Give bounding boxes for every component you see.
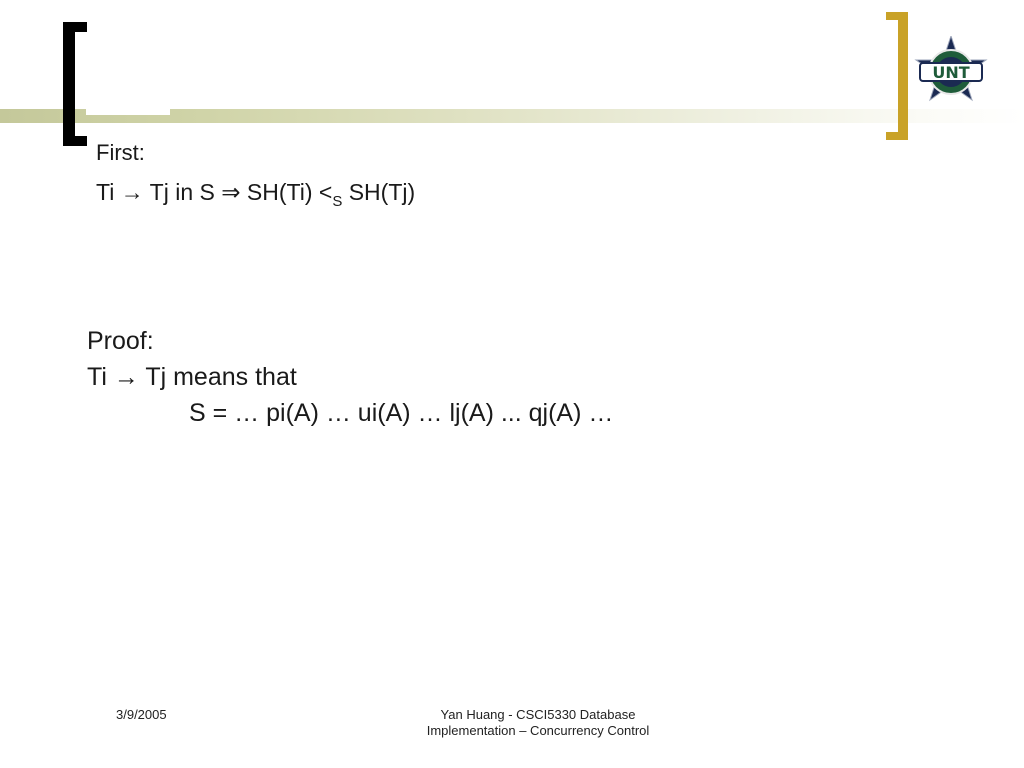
statement-subscript: S bbox=[332, 193, 343, 210]
unt-logo-icon bbox=[912, 36, 990, 106]
first-statement bbox=[96, 177, 415, 211]
statement-part1: Ti → Tj in S ⇒ SH(Ti) < bbox=[96, 179, 333, 205]
proof-line-1: Ti → Tj means that bbox=[87, 363, 297, 391]
first-block bbox=[96, 138, 415, 211]
proof-heading: Proof: bbox=[87, 327, 154, 355]
right-bracket-decoration bbox=[886, 12, 908, 140]
statement-part2: SH(Tj) bbox=[342, 179, 416, 205]
first-heading: First: bbox=[96, 140, 145, 165]
logo-text: UNT bbox=[932, 63, 970, 82]
band-notch bbox=[86, 109, 170, 115]
proof-line-2: S = … pi(A) … ui(A) … lj(A) ... qj(A) … bbox=[189, 399, 614, 427]
footer-title-line-1: Yan Huang - CSCI5330 Database bbox=[440, 707, 636, 722]
proof-block bbox=[87, 323, 613, 431]
footer-title bbox=[388, 707, 688, 739]
footer-title-line-2: Implementation – Concurrency Control bbox=[426, 723, 650, 738]
footer-date: 3/9/2005 bbox=[116, 707, 167, 722]
left-bracket-decoration bbox=[63, 22, 87, 146]
